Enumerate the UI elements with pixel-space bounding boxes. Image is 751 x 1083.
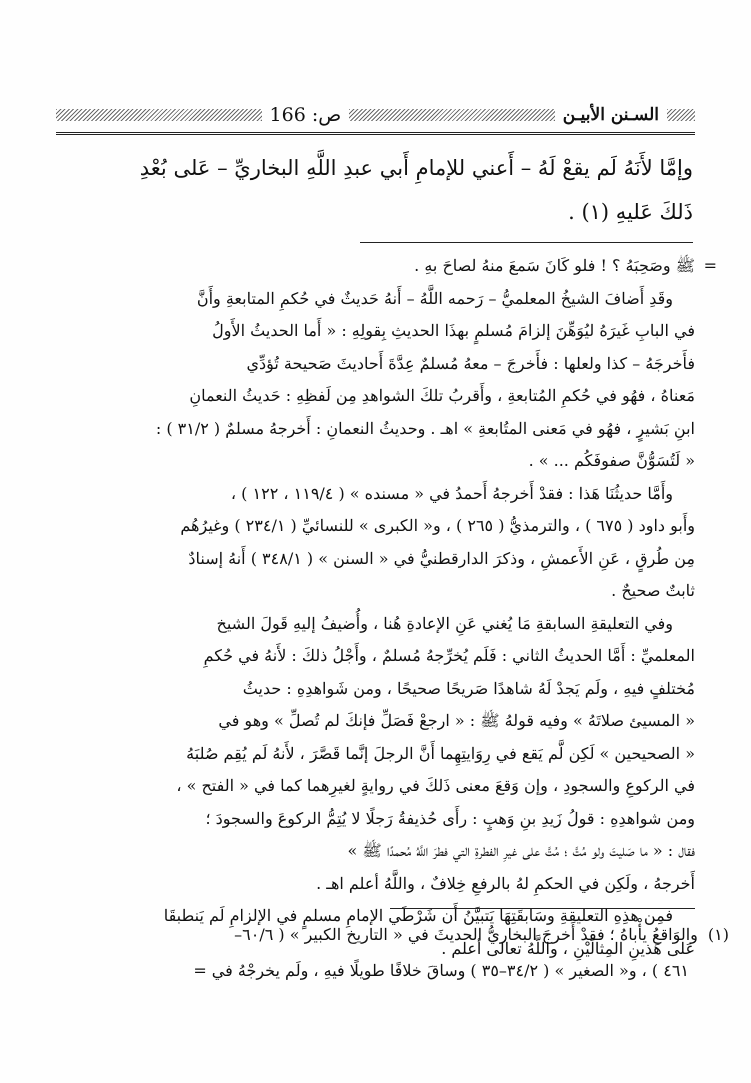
text-line: ابنِ بَشيرٍ ، فهُو في مَعنى المتُابعةِ » اهـ . وحديثُ النعمانِ : أَخرجهُ مسلمٌ ( ٣١/٢ ) : [155,418,695,438]
continuation-mark: = [703,256,717,275]
footnote-line: ٤٦١ ) ، و« الصغير » ( ٣٤/٢–٣٥ ) وساقَ خلافًا طويلًا فيهِ ، ولَم يخرجْهُ في = [193,961,689,980]
footnote-number: (١) [707,925,729,944]
footnote-line: (١)والوَاقعُ يأْباهُ ؛ فقدْ أَخرجَ البخاريُّ الحديثَ في « التاريخ الكبير » ( ٦٠/٦– [56,917,729,953]
text-line: وأَمَّا حديثُنَا هَذا : فقدْ أَخرجهُ أَحمدُ في « مسنده » ( ١١٩/٤ ، ١٢٢ ) ، [230,483,673,503]
text-line: عَلى هَذينِ المِثالَيْنِ ، واللَّهُ تعالى أعلم . [441,938,695,958]
text-line: أَخرجهُ ، ولَكِن في الحكمِ لهُ بالرفعِ خِلافٌ ، واللَّهُ أعلم اهـ . [316,873,695,893]
text-line: ومن شواهدِهِ : قولُ زَيدِ بنِ وَهبٍ : رأَى حُذيفةُ رَجلًا لا يُتِمُّ الركوعَ والسجودَ ؛ [205,808,695,828]
footnote-separator [360,242,693,243]
text-line: مُختلفٍ فيهِ ، ولَم يَجدْ لَهُ شاهدًا صَريحًا صحيحًا ، ومن شَواهدِهِ : حديثُ [242,678,695,698]
header-ornament-right [667,109,695,121]
text-line: = ﷺ وصَحِبَهُ ؟ ! فلو كَانَ سَمعَ منهُ لصاحَ بهِ . [56,250,695,283]
main-line: ذَلكَ عَليهِ (١) . [568,200,693,224]
text-line: وأَبو داود ( ٦٧٥ ) ، والترمذيُّ ( ٢٦٥ ) ، و« الكبرى » للنسائيِّ ( ٢٣٤/١ ) وغيرُهُم [180,516,695,535]
running-header [56,100,695,130]
text-line: ثابتٌ صحيحٌ . [611,581,695,600]
text-line: فمِن هذِهِ التعليقةِ وسَابقَتِهَا يَتبيَّنُ أَن شَرْطَي الإمامِ مسلمٍ في الإلزامِ لَم يَنطبقَا [163,906,673,925]
text-line: فقال : « ما صَليتَ ولو مُتَّ ؛ مُتَّ على غيرِ الفطرةِ التي فطرَ اللَّهُ مُحمدًا ﷺ » [347,841,695,860]
text-line: « لَتُسَوُّنَّ صفوفَكُم ... » . [528,451,695,470]
text-line: وقَدِ أَضافَ الشيخُ المعلميُّ – رَحمه اللَّهُ – أَنهُ حَديثٌ في حُكمِ المتابعةِ وأَنَّ [196,288,673,308]
main-text [56,146,693,234]
main-line: وإمَّا لأَنَهُ لَم يقعْ لَهُ – أَعني للإمامِ أَبي عبدِ اللَّهِ البخاريِّ – عَلى بُعْدِ [139,156,693,180]
text-line: « المسيئ صلاتَهُ » وفيه قولهُ ﷺ : « ارجعْ فَصَلِّ فإنكَ لم تُصلِّ » وهو في [218,711,695,730]
footnote-continuation [56,250,717,965]
footnote [56,917,729,989]
header-rule [56,132,695,135]
running-title: السـنن الأبيـن [562,105,659,125]
text-line: مَعناهُ ، فهُو في حُكمِ المُتابعةِ ، وأَقربُ تلكَ الشواهدِ مِن لَفظِهِ : حَديثُ النعمانِ [189,386,695,405]
text-line: فأَخرجَهُ – كذا ولعلها : فأَخرجَ – معهُ مُسلمٌ عِدَّةَ أَحاديثَ صَحيحة تُؤدِّي [246,353,695,373]
header-ornament-left [56,109,262,121]
text-line: وفي التعليقةِ السابقةِ مَا يُغني عَنِ الإعادةِ هُنا ، وأُضيفُ إليهِ قَولَ الشيخ [216,613,673,633]
page-number: ص: 166 [269,104,342,126]
text-line: في الركوعِ والسجودِ ، وإن وَقعَ معنى ذَلكَ في روايةٍ لغيرِهما كما في « الفتح » ، [176,776,695,795]
text-line: « الصحيحين » لَكِن لَّم يَقع في رِوَايتِهِما أَنَّ الرجلَ إنَّما قَصَّرَ ، لأَنهُ لَم يُقِم صُلبَهُ [186,743,695,763]
footnote-rule [390,908,695,909]
text-line: في البابِ غَيرَهُ ليُوَهِّنَ إلزامَ مُسلمٍ بهذَا الحديثِ بِقولِهِ : « أَما الحديثُ الأَولُ [212,321,695,340]
header-ornament-middle [349,109,555,121]
text-line: المعلميِّ : أَمَّا الحديثُ الثاني : فَلَم يُخرِّجهُ مُسلمٌ ، وأَجْلُ ذلكَ : لأَنهُ في حُكمِ [203,646,695,665]
text-line: مِن طُرقٍ ، عَنِ الأَعمشِ ، وذكرَ الدارقطنيُّ في « السنن » ( ٣٤٨/١ ) أَنهُ إسنادٌ [188,548,695,568]
